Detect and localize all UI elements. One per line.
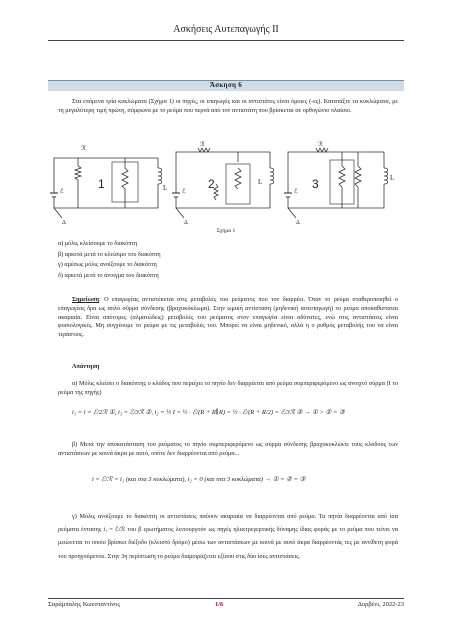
answer-c: γ) Μόλις ανοίξουμε το διακόπτη οι αντιστάσεις παύουν ακαριαία να διαρρέονται από ρεύμα. Τα πηνία διαρρέονται από ίσα ρεύματα έντασης i₁ = ℰ/ℛ του β ερωτήματος λειτουργούν ως πηγές ηλεκτρεγερτικής δύναμης ίδιας φοράς με το ρεύμα που τείνει να μειώνεται το οποίο βρίσκει διέξοδο (κλειστό δρόμο) μέσω των αντιστάσεων με κοινά με αυτό άκρα διαρρέοντάς τες με αντίθετη φορά του προηγούμενου. Στην 3η περίπτωση το ρεύμα διαμοιράζεται εξίσου στις δύο ίσες αντιστάσεις.	[58, 513, 398, 560]
footer-rule	[48, 598, 404, 599]
page-header: Ασκήσεις Αυτεπαγωγής ΙΙ	[173, 24, 279, 35]
note-label: Σημείωση	[72, 296, 100, 303]
footer-page-number: 1/6	[215, 601, 224, 608]
question-list	[58, 239, 161, 281]
note-paragraph	[58, 296, 398, 340]
note-text: : Ο επαγωγέας αντιστέκεται στις μεταβολές του ρεύματος που τον διαρρέει. Όταν το ρεύμα σταθεροποιηθεί ο επαγωγέας δρα ως απλό σύρμα σύνδεσης (βραχυκύκλωμα). Στην ωμική αντίσταση (μηδενική αυτεπαγωγή) το ρεύμα αποκαθίσταται ακαριαία. Είναι απότομες (αλματώδεις) μεταβολές του ρεύματος στον επαγωγέα είναι αδύνατες, ενώ στις αντιστάσεις είναι φυσιολογικές. Μη συγχέουμε το ρεύμα με τις μεταβολές του. Μπορεί να είναι μηδενικό, αλλά η ο ρυθμός μεταβολής του να είναι τεράστιος.	[58, 296, 398, 339]
resistor-label-3: ℛ	[318, 142, 323, 148]
resistor-label-1: ℛ	[81, 146, 86, 152]
emf-label-2: ℰ	[182, 189, 186, 195]
emf-label-3: ℰ	[294, 189, 298, 195]
inductor-label-2: L	[258, 178, 263, 186]
emf-label-1: ℰ	[60, 189, 64, 195]
inductor-label-1: L	[163, 184, 168, 192]
question-d: δ) αρκετά μετά το άνοιγμα του διακόπτη	[58, 271, 159, 279]
question-a: α) μόλις κλείσουμε το διακόπτη	[58, 240, 138, 247]
switch-label-3: Δ	[296, 220, 300, 226]
question-c: γ) αμέσως μόλις ανοίξουμε το διακόπτη	[58, 261, 157, 268]
answer-a: α) Μόλις κλείσει ο διακόπτης ο κλάδος που περιέχει το πηνίο δεν διαρρέεται από ρεύμα συμπεριφερόμενο ως ανοιχτό σύρμα (I το ρεύμα της πηγής)	[58, 380, 398, 396]
figure-caption: Σχήμα 1	[216, 228, 236, 234]
exercise-title: Άσκηση 6	[209, 81, 243, 89]
circuit-number-3: 3	[312, 177, 319, 191]
switch-label-2: Δ	[184, 220, 188, 226]
switch-label-1: Δ	[62, 220, 66, 226]
circuit-figure	[48, 138, 404, 228]
answer-b: β) Μετά την αποκατάσταση του ρεύματος το πηνίο συμπεριφερόμενο ως σύρμα σύνδεσης βραχυκυκλώνει τους κλάδους των αντιστάσεων με κοινά άκρα με αυτό, οπότε δεν διαρρέονται από ρεύμα...	[58, 441, 398, 457]
header-rule	[48, 40, 404, 41]
inductor-label-3: L	[390, 174, 395, 182]
equation-b: i = ℰ/ℛ = i₁ (και στα 3 κυκλώματα), i₂ = 0 (και στα 3 κυκλώματα) → ① = ② = ③	[92, 476, 306, 483]
question-b: β) αρκετά μετά το κλείσιμο του διακόπτη	[58, 250, 161, 258]
circuit-number-1: 1	[98, 177, 105, 191]
circuit-1	[54, 158, 162, 218]
circuit-number-2: 2	[208, 177, 215, 191]
resistor-label-2: ℛ	[200, 142, 205, 148]
circuit-3	[288, 148, 388, 218]
footer-place-date: Δορβένι, 2022-23	[357, 601, 404, 608]
footer-author: Σαράμπαλης Κωνσταντίνος	[48, 601, 120, 608]
equation-a: i₁ = i = ℰ/2ℛ ①, i₃ = ℰ/3ℛ ②, i₂ = ½ I = ½ · ℰ/(R + R∥R) = ½ · ℰ/(R + R/2) = ℰ/3ℛ ③ → ① > ② = ③	[72, 409, 345, 416]
answer-title: Απάντηση	[72, 363, 100, 370]
intro-paragraph: Στα επόμενα τρία κυκλώματα (Σχήμα 1) οι πηγές, οι επαγωγές και οι αντιστάτες είναι όμοιες (-ες). Κατατάξτε τα κυκλώματα, με τη μεγαλύτερη τιμή πρώτη, σύμφωνα με το ρεύμα που περνά από τον αντιστάτη που βρίσκεται σε ορθογώνιο πλαίσιο.	[58, 98, 398, 114]
